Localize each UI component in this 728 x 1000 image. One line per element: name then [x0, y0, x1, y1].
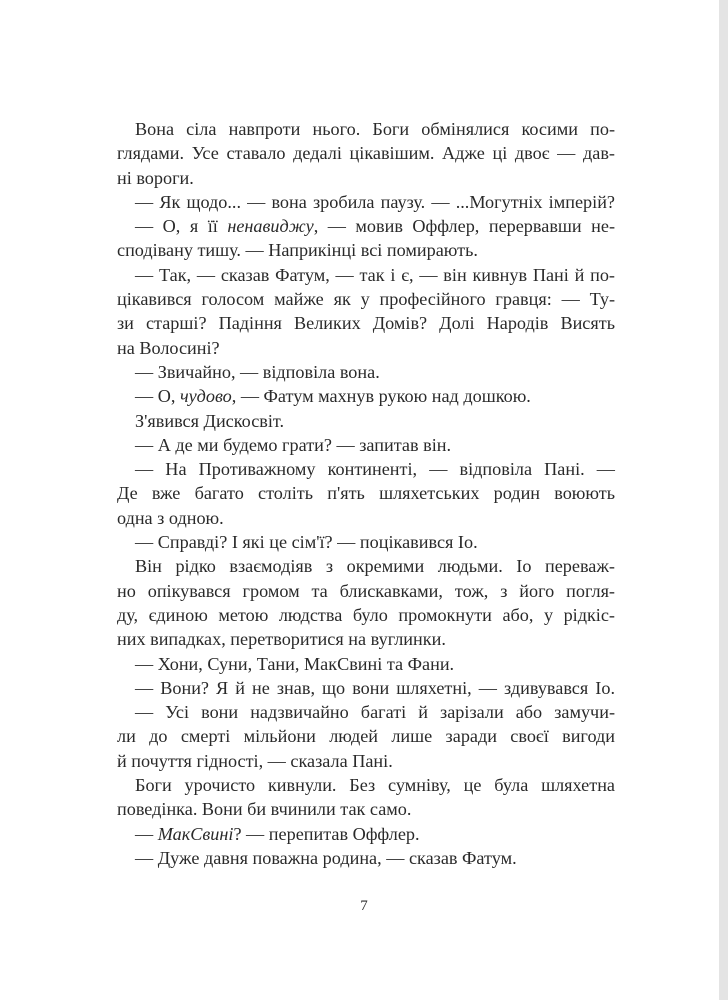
text-span: , — мовив Оффлер, перервавши не-	[313, 216, 616, 237]
body-text	[117, 117, 615, 870]
text-line: ду, єдиною метою людства було промокнути або, у рідкіс-	[117, 604, 615, 625]
text-line: зи старші? Падіння Великих Домів? Долі Народів Висять	[117, 313, 615, 334]
text-line	[117, 384, 615, 408]
text-line: Боги урочисто кивнули. Без сумніву, це була шляхетна	[135, 775, 615, 796]
text-line: — Звичайно, — відповіла вона.	[135, 361, 380, 382]
text-line: цікавився голосом майже як у професійного гравця: — Ту-	[117, 289, 615, 310]
text-span: , — Фатум махнув рукою над дошкою.	[231, 386, 531, 407]
text-line	[117, 822, 615, 846]
text-span: —	[135, 823, 158, 844]
page-edge-shadow	[719, 0, 728, 1000]
text-line	[117, 214, 615, 238]
italic-text: ненавиджу	[227, 216, 314, 237]
text-line: одна з одною.	[117, 507, 224, 528]
text-span: — О, я її	[135, 216, 228, 237]
text-line: на Волосині?	[117, 337, 220, 358]
text-line: — А де ми будемо грати? — запитав він.	[135, 434, 452, 455]
text-line: й почуття гідності, — сказала Пані.	[117, 750, 393, 771]
page-number: 7	[360, 898, 368, 914]
text-line: Де вже багато століть п'ять шляхетських родин воюють	[117, 483, 615, 504]
text-line: — На Противажному континенті, — відповіла Пані. —	[135, 459, 615, 480]
text-line: — Усі вони надзвичайно багаті й зарізали або замучи-	[135, 702, 615, 723]
text-line: — Вони? Я й не знав, що вони шляхетні, — здивувався Іо.	[135, 677, 615, 698]
text-line: ли до смерті мільйони людей лише заради своєї вигоди	[117, 726, 615, 747]
text-line: но опікувався громом та блискавками, тож, з його погля-	[117, 580, 615, 601]
text-line: Вона сіла навпроти нього. Боги обмінялися косими по-	[135, 119, 615, 139]
text-span: — О,	[135, 386, 180, 407]
text-line: З'явився Дискосвіт.	[135, 410, 285, 431]
italic-text: МакСвині	[157, 823, 234, 844]
text-line: — Як щодо... — вона зробила паузу. — ...Могутніх імперій?	[135, 191, 615, 212]
text-line: ні вороги.	[117, 167, 194, 188]
text-line: — Дуже давня поважна родина, — сказав Фатум.	[135, 847, 517, 868]
text-line: — Хони, Суни, Тани, МакСвині та Фани.	[135, 653, 455, 674]
italic-text: чудово	[179, 386, 232, 407]
text-line: сподівану тишу. — Наприкінці всі помирають.	[117, 240, 478, 261]
text-line: глядами. Усе ставало дедалі цікавішим. Адже ці двоє — дав-	[117, 143, 615, 164]
text-line: — Справді? І які це сім'ї? — поцікавився Іо.	[135, 532, 478, 553]
text-line: поведінка. Вони би вчинили так само.	[117, 799, 412, 820]
text-line: них випадках, перетворитися на вуглинки.	[117, 629, 446, 650]
text-line: — Так, — сказав Фатум, — так і є, — він кивнув Пані й по-	[135, 264, 615, 285]
text-line: Він рідко взаємодіяв з окремими людьми. Іо переваж-	[135, 556, 615, 577]
text-span: ? — перепитав Оффлер.	[233, 823, 420, 844]
